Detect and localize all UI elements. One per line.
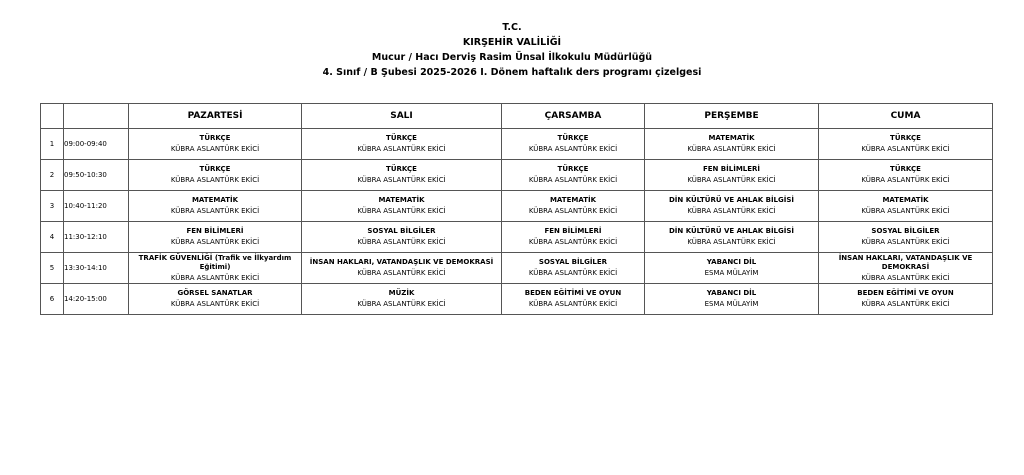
period-number: 3 bbox=[41, 191, 64, 222]
lesson-cell bbox=[129, 160, 302, 191]
lesson-cell bbox=[502, 222, 645, 253]
period-time: 09:50-10:30 bbox=[64, 160, 129, 191]
lesson-subject: SOSYAL BİLGİLER bbox=[871, 227, 940, 235]
header-country: T.C. bbox=[502, 22, 522, 33]
lesson-teacher: ESMA MÜLAYİM bbox=[704, 300, 759, 308]
lesson-cell bbox=[302, 160, 502, 191]
lesson-teacher: KÜBRA ASLANTÜRK EKİCİ bbox=[170, 273, 260, 282]
lesson-teacher: KÜBRA ASLANTÜRK EKİCİ bbox=[861, 176, 950, 184]
lesson-teacher: KÜBRA ASLANTÜRK EKİCİ bbox=[528, 145, 618, 153]
period-number: 4 bbox=[41, 222, 64, 253]
lesson-subject: TÜRKÇE bbox=[199, 165, 231, 173]
day-header: CUMA bbox=[819, 104, 993, 129]
lesson-cell bbox=[645, 284, 819, 315]
table-row bbox=[41, 160, 993, 191]
lesson-cell bbox=[502, 191, 645, 222]
lesson-cell bbox=[819, 253, 993, 284]
document-header bbox=[0, 20, 1024, 80]
lesson-subject: DİN KÜLTÜRÜ VE AHLAK BİLGİSİ bbox=[668, 196, 794, 204]
lesson-cell bbox=[819, 160, 993, 191]
lesson-cell bbox=[302, 222, 502, 253]
header-time-cell bbox=[64, 104, 129, 129]
table-row bbox=[41, 253, 993, 284]
lesson-subject: MATEMATİK bbox=[549, 196, 597, 204]
schedule-body bbox=[41, 129, 993, 315]
schedule-table bbox=[40, 103, 993, 315]
header-schedule-title: 4. Sınıf / B Şubesi 2025-2026 I. Dönem haftalık ders programı çizelgesi bbox=[322, 67, 702, 78]
lesson-cell bbox=[502, 129, 645, 160]
lesson-teacher: KÜBRA ASLANTÜRK EKİCİ bbox=[687, 207, 776, 215]
lesson-subject: TÜRKÇE bbox=[199, 134, 231, 142]
day-header: SALI bbox=[302, 104, 502, 129]
header-governorship: KIRŞEHİR VALİLİĞİ bbox=[462, 37, 562, 48]
lesson-cell bbox=[645, 253, 819, 284]
lesson-teacher: KÜBRA ASLANTÜRK EKİCİ bbox=[861, 145, 950, 153]
period-number: 5 bbox=[41, 253, 64, 284]
lesson-cell bbox=[129, 253, 302, 284]
lesson-cell bbox=[129, 284, 302, 315]
table-row bbox=[41, 222, 993, 253]
lesson-cell bbox=[129, 129, 302, 160]
lesson-subject: SOSYAL BİLGİLER bbox=[538, 258, 608, 266]
period-time: 14:20-15:00 bbox=[64, 284, 129, 315]
lesson-teacher: KÜBRA ASLANTÜRK EKİCİ bbox=[170, 238, 260, 246]
lesson-subject: GÖRSEL SANATLAR bbox=[177, 289, 253, 297]
lesson-teacher: KÜBRA ASLANTÜRK EKİCİ bbox=[861, 300, 950, 308]
lesson-teacher: KÜBRA ASLANTÜRK EKİCİ bbox=[528, 269, 618, 277]
lesson-teacher: KÜBRA ASLANTÜRK EKİCİ bbox=[357, 176, 446, 184]
lesson-subject: İNSAN HAKLARI, VATANDAŞLIK VE DEMOKRASİ bbox=[838, 253, 973, 271]
lesson-cell bbox=[502, 160, 645, 191]
lesson-cell bbox=[129, 191, 302, 222]
lesson-teacher: KÜBRA ASLANTÜRK EKİCİ bbox=[861, 207, 950, 215]
lesson-subject: FEN BİLİMLERİ bbox=[186, 227, 244, 235]
lesson-subject: TÜRKÇE bbox=[386, 165, 417, 173]
lesson-teacher: ESMA MÜLAYİM bbox=[704, 269, 759, 277]
period-number: 2 bbox=[41, 160, 64, 191]
lesson-cell bbox=[819, 191, 993, 222]
period-number: 6 bbox=[41, 284, 64, 315]
lesson-cell bbox=[302, 284, 502, 315]
lesson-subject: MATEMATİK bbox=[708, 134, 755, 142]
lesson-subject: MÜZİK bbox=[388, 289, 415, 297]
lesson-subject: SOSYAL BİLGİLER bbox=[367, 227, 436, 235]
lesson-teacher: KÜBRA ASLANTÜRK EKİCİ bbox=[528, 238, 618, 246]
lesson-subject: YABANCI DİL bbox=[706, 289, 757, 297]
lesson-subject: MATEMATİK bbox=[882, 196, 929, 204]
lesson-teacher: KÜBRA ASLANTÜRK EKİCİ bbox=[357, 300, 446, 308]
lesson-teacher: KÜBRA ASLANTÜRK EKİCİ bbox=[687, 238, 776, 246]
table-row bbox=[41, 284, 993, 315]
lesson-subject: BEDEN EĞİTİMİ VE OYUN bbox=[857, 289, 954, 297]
table-header-row bbox=[41, 104, 993, 129]
lesson-cell bbox=[302, 253, 502, 284]
lesson-subject: TÜRKÇE bbox=[386, 134, 417, 142]
lesson-cell bbox=[502, 284, 645, 315]
lesson-subject: TÜRKÇE bbox=[890, 165, 921, 173]
lesson-teacher: KÜBRA ASLANTÜRK EKİCİ bbox=[528, 176, 618, 184]
period-number: 1 bbox=[41, 129, 64, 160]
lesson-teacher: KÜBRA ASLANTÜRK EKİCİ bbox=[687, 145, 776, 153]
lesson-subject: TÜRKÇE bbox=[557, 134, 589, 142]
lesson-cell bbox=[502, 253, 645, 284]
period-time: 11:30-12:10 bbox=[64, 222, 129, 253]
lesson-subject: BEDEN EĞİTİMİ VE OYUN bbox=[524, 289, 622, 297]
lesson-cell bbox=[645, 129, 819, 160]
lesson-teacher: KÜBRA ASLANTÜRK EKİCİ bbox=[170, 207, 260, 215]
lesson-cell bbox=[819, 222, 993, 253]
lesson-cell bbox=[645, 160, 819, 191]
lesson-teacher: KÜBRA ASLANTÜRK EKİCİ bbox=[687, 176, 776, 184]
lesson-subject: FEN BİLİMLERİ bbox=[702, 165, 761, 173]
lesson-teacher: KÜBRA ASLANTÜRK EKİCİ bbox=[357, 207, 446, 215]
period-time: 09:00-09:40 bbox=[64, 129, 129, 160]
lesson-cell bbox=[302, 129, 502, 160]
day-header: PAZARTESİ bbox=[129, 104, 302, 129]
day-header: PERŞEMBE bbox=[645, 104, 819, 129]
lesson-subject: DİN KÜLTÜRÜ VE AHLAK BİLGİSİ bbox=[668, 227, 794, 235]
lesson-teacher: KÜBRA ASLANTÜRK EKİCİ bbox=[861, 273, 950, 282]
lesson-cell bbox=[302, 191, 502, 222]
lesson-subject: İNSAN HAKLARI, VATANDAŞLIK VE DEMOKRASİ bbox=[309, 258, 494, 266]
day-header: ÇARSAMBA bbox=[502, 104, 645, 129]
lesson-teacher: KÜBRA ASLANTÜRK EKİCİ bbox=[528, 207, 618, 215]
lesson-teacher: KÜBRA ASLANTÜRK EKİCİ bbox=[528, 300, 618, 308]
period-time: 10:40-11:20 bbox=[64, 191, 129, 222]
lesson-cell bbox=[645, 222, 819, 253]
lesson-teacher: KÜBRA ASLANTÜRK EKİCİ bbox=[861, 238, 950, 246]
lesson-cell bbox=[645, 191, 819, 222]
table-row bbox=[41, 191, 993, 222]
lesson-subject: FEN BİLİMLERİ bbox=[544, 227, 602, 235]
lesson-teacher: KÜBRA ASLANTÜRK EKİCİ bbox=[170, 300, 260, 308]
lesson-teacher: KÜBRA ASLANTÜRK EKİCİ bbox=[357, 145, 446, 153]
lesson-cell bbox=[129, 222, 302, 253]
lesson-cell bbox=[819, 129, 993, 160]
table-row bbox=[41, 129, 993, 160]
lesson-subject: TÜRKÇE bbox=[890, 134, 921, 142]
period-time: 13:30-14:10 bbox=[64, 253, 129, 284]
lesson-cell bbox=[819, 284, 993, 315]
lesson-subject: TRAFİK GÜVENLİĞİ (Trafik ve İlkyardım Eğitimi) bbox=[138, 253, 292, 271]
lesson-teacher: KÜBRA ASLANTÜRK EKİCİ bbox=[170, 145, 260, 153]
lesson-teacher: KÜBRA ASLANTÜRK EKİCİ bbox=[357, 269, 446, 277]
lesson-subject: MATEMATİK bbox=[191, 196, 239, 204]
lesson-subject: MATEMATİK bbox=[378, 196, 425, 204]
lesson-subject: YABANCI DİL bbox=[706, 258, 757, 266]
lesson-subject: TÜRKÇE bbox=[557, 165, 589, 173]
header-num-cell bbox=[41, 104, 64, 129]
lesson-teacher: KÜBRA ASLANTÜRK EKİCİ bbox=[357, 238, 446, 246]
header-school: Mucur / Hacı Derviş Rasim Ünsal İlkokulu Müdürlüğü bbox=[371, 52, 653, 63]
lesson-teacher: KÜBRA ASLANTÜRK EKİCİ bbox=[170, 176, 260, 184]
